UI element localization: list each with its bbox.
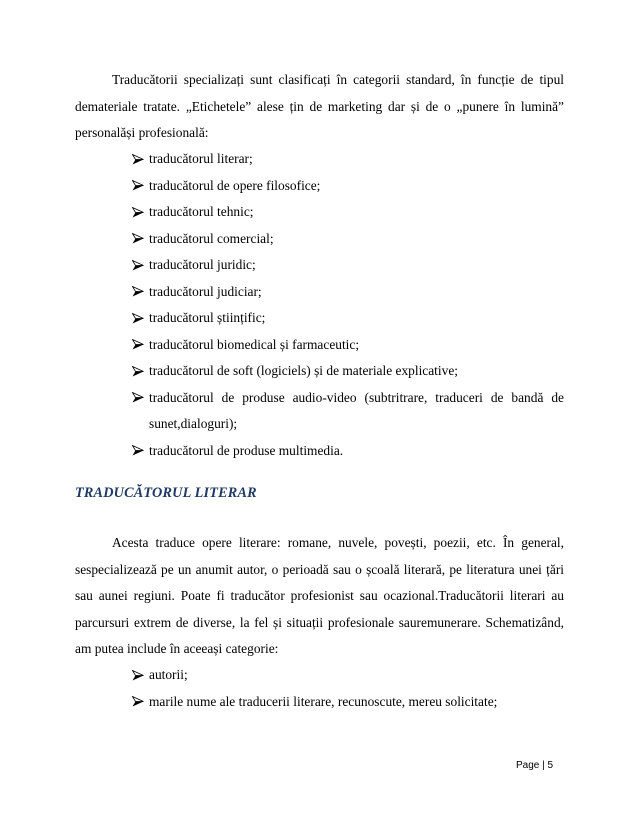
arrow-bullet-icon xyxy=(132,279,145,305)
list-item-text: traducătorul biomedical și farmaceutic; xyxy=(149,336,360,352)
arrow-bullet-icon xyxy=(132,332,145,358)
list-item-text: traducătorul de produse audio-video (subtritrare, traduceri de bandă de sunet,dialoguri); xyxy=(149,389,564,431)
arrow-bullet-icon xyxy=(132,173,145,199)
list-item xyxy=(132,305,564,332)
list-item xyxy=(132,252,564,279)
list-item-text: traducătorul comercial; xyxy=(149,230,274,246)
list-item-text: traducătorul științific; xyxy=(149,310,266,325)
list-item-text: traducătorul de opere filosofice; xyxy=(149,177,321,193)
list-item xyxy=(132,199,564,226)
list-item-text: traducătorul juridic; xyxy=(149,257,256,272)
arrow-bullet-icon xyxy=(132,252,145,278)
list-item xyxy=(132,146,564,173)
list-item-text: autorii; xyxy=(149,667,188,682)
arrow-bullet-icon xyxy=(132,146,145,172)
arrow-bullet-icon xyxy=(132,662,145,688)
list-item xyxy=(132,332,564,359)
list-item xyxy=(132,279,564,306)
arrow-bullet-icon xyxy=(132,385,145,411)
literary-paragraph: Acesta traduce opere literare: romane, nuvele, povești, poezii, etc. În general, sespecializează pe un anumit autor, o perioadă sau o școală literară, pe literatura unei țări sau aunei regiuni. Poate fi traducător profesionist sau ocazional.Traducătorii literari au parcursuri extrem de diverse, la fel și situații profesionale sauremunerare. Schematizând, am putea include în aceeași categorie: xyxy=(75,535,564,656)
list-item xyxy=(132,438,564,465)
arrow-bullet-icon xyxy=(132,305,145,331)
list-item xyxy=(132,358,564,385)
list-item-text: traducătorul literar; xyxy=(149,151,253,166)
page-number: Page | 5 xyxy=(516,760,554,771)
list-item xyxy=(132,226,564,253)
arrow-bullet-icon xyxy=(132,438,145,464)
list-item-text: marile nume ale traducerii literare, recunoscute, mereu solicitate; xyxy=(149,693,498,709)
intro-paragraph: Traducătorii specializați sunt clasificați în categorii standard, în funcție de tipul dematerialе tratate. „Etichetele” alese țin de marketing dar și de o „punere în lumină” personalăși profesională: xyxy=(75,72,564,140)
list-item-text: traducătorul de produse multimedia. xyxy=(149,442,344,458)
arrow-bullet-icon xyxy=(132,226,145,252)
list-item xyxy=(132,173,564,200)
list-item-text: traducătorul judiciar; xyxy=(149,283,262,299)
arrow-bullet-icon xyxy=(132,689,145,715)
list-item-text: traducătorul tehnic; xyxy=(149,204,254,219)
list-item xyxy=(132,385,564,438)
section-heading: TRADUCĂTORUL LITERAR xyxy=(75,485,257,501)
arrow-bullet-icon xyxy=(132,358,145,384)
list-item xyxy=(132,662,564,689)
list-item-text: traducătorul de soft (logiciels) și de materiale explicative; xyxy=(149,363,458,378)
list-item xyxy=(132,689,564,716)
translator-types-list xyxy=(132,146,564,464)
arrow-bullet-icon xyxy=(132,199,145,225)
literary-categories-list xyxy=(132,662,564,715)
